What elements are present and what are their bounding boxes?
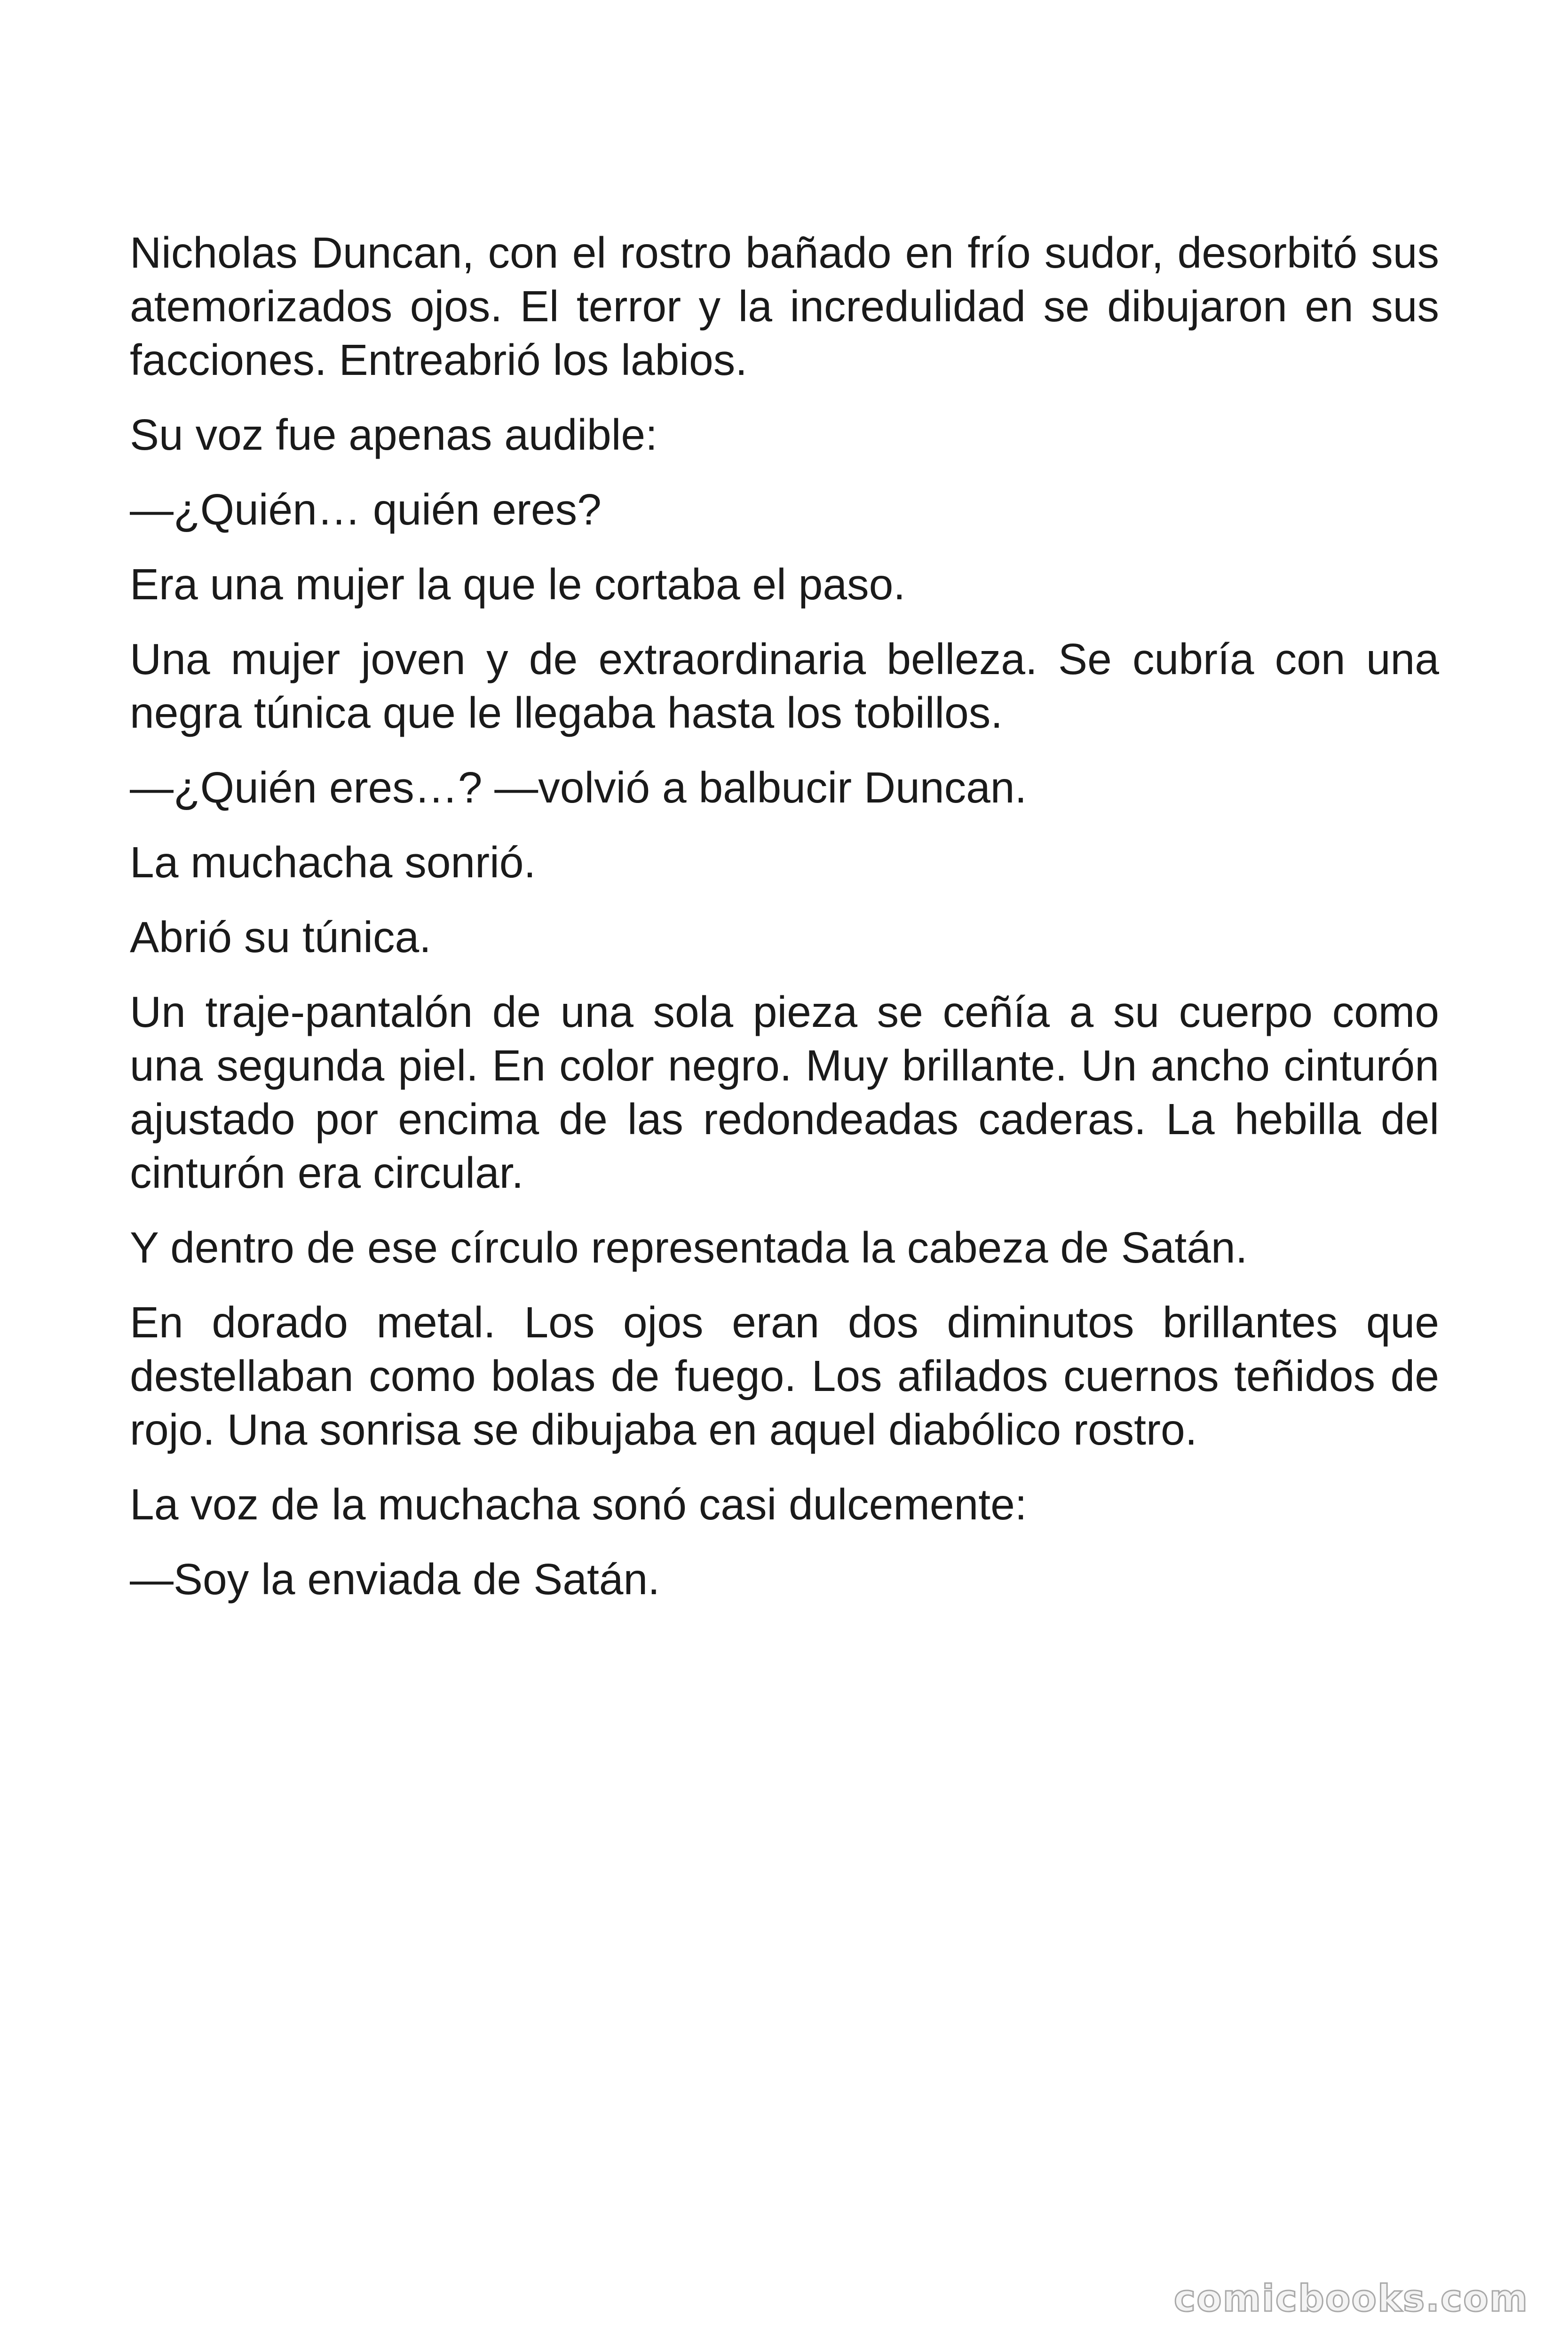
body-text — [130, 226, 1439, 1627]
paragraph: En dorado metal. Los ojos eran dos diminutos brillantes que destellaban como bolas de fuego. Los afilados cuernos teñidos de rojo. Una sonrisa se dibujaba en aquel diabólico rostro. — [130, 1298, 1439, 1454]
paragraph: Era una mujer la que le cortaba el paso. — [130, 560, 906, 609]
watermark: comicbooks.com — [1173, 2278, 1528, 2320]
paragraph: Una mujer joven y de extraordinaria belleza. Se cubría con una negra túnica que le llegaba hasta los tobillos. — [130, 635, 1439, 737]
paragraph: Su voz fue apenas audible: — [130, 410, 657, 459]
paragraph: Y dentro de ese círculo representada la cabeza de Satán. — [130, 1223, 1248, 1272]
paragraph: Abrió su túnica. — [130, 913, 432, 961]
paragraph: —Soy la enviada de Satán. — [130, 1555, 660, 1604]
paragraph: Nicholas Duncan, con el rostro bañado en frío sudor, desorbitó sus atemorizados ojos. El terror y la incredulidad se dibujaron en sus facciones. Entreabrió los labios. — [130, 228, 1439, 384]
paragraph: —¿Quién eres…? —volvió a balbucir Duncan. — [130, 763, 1027, 812]
paragraph: La voz de la muchacha sonó casi dulcemente: — [130, 1480, 1027, 1529]
paragraph: La muchacha sonrió. — [130, 838, 536, 887]
paragraph: —¿Quién… quién eres? — [130, 485, 602, 534]
paragraph: Un traje-pantalón de una sola pieza se ceñía a su cuerpo como una segunda piel. En color negro. Muy brillante. Un ancho cinturón ajustado por encima de las redondeadas caderas. La hebilla del cinturón era circular. — [130, 987, 1439, 1197]
